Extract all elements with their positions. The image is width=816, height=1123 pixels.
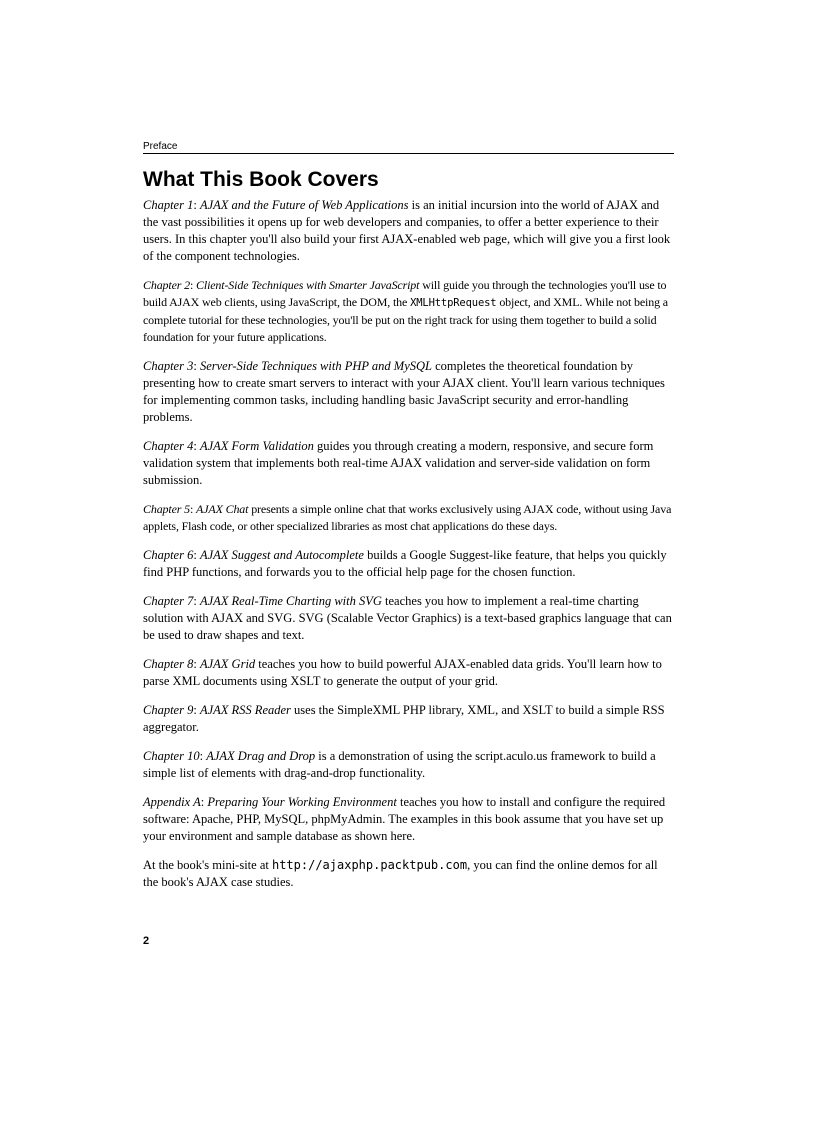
chapter-label: Chapter 3 [143, 359, 194, 373]
chapter-label: Chapter 6 [143, 548, 194, 562]
chapter-title: AJAX Drag and Drop [206, 749, 316, 763]
closing-text: At the book's mini-site at [143, 858, 272, 872]
chapter-title: AJAX RSS Reader [199, 703, 291, 717]
chapter-2-paragraph: Chapter 2: Client-Side Techniques with Smarter JavaScript will guide you through the technologies you'll use to build AJAX web clients, using JavaScript, the DOM, the XMLHttpRequest object, and XML. While not being a complete tutorial for these technologies, you'll be put on the right track for using them together to build a solid foundation for your future applications. [143, 278, 668, 344]
chapter-title: AJAX Real-Time Charting with SVG [199, 594, 382, 608]
chapter-6-paragraph: Chapter 6: AJAX Suggest and Autocomplete builds a Google Suggest-like feature, that helps you quickly find PHP functions, and forwards you to the official help page for the chosen function. [143, 548, 667, 579]
closing-text-continued: , you can find the online demos for all the book's AJAX case studies. [143, 858, 658, 889]
chapter-description: is a demonstration of using the script.aculo.us framework to build a simple list of elements with drag-and-drop functionality. [143, 749, 656, 780]
chapter-description: will guide you through the technologies you'll use to build AJAX web clients, using JavaScript, the DOM, the [143, 278, 667, 309]
chapter-description-continued: object, and XML. While not being a complete tutorial for these technologies, you'll be put on the right track for using them together to build a solid foundation for your future applications. [143, 295, 668, 344]
chapter-description: builds a Google Suggest-like feature, that helps you quickly find PHP functions, and forwards you to the official help page for the chosen function. [143, 548, 667, 579]
chapter-4-paragraph: Chapter 4: AJAX Form Validation guides you through creating a modern, responsive, and secure form validation system that implements both real-time AJAX validation and server-side validation on form submission. [143, 439, 654, 487]
chapter-label: Chapter 4 [143, 439, 194, 453]
chapter-label: Chapter 10 [143, 749, 200, 763]
chapter-label: Chapter 8 [143, 657, 194, 671]
header-rule [143, 153, 674, 154]
section-heading: What This Book Covers [143, 168, 379, 191]
chapter-title: Preparing Your Working Environment [207, 795, 397, 809]
inline-code: XMLHttpRequest [410, 297, 497, 309]
chapter-title: Server-Side Techniques with PHP and MySQL [199, 359, 432, 373]
chapter-description: presents a simple online chat that works exclusively using AJAX code, without using Java applets, Flash code, or other specialized libraries as most chat applications do these days. [143, 502, 672, 533]
chapter-description: teaches you how to implement a real-time charting solution with AJAX and SVG. SVG (Scalable Vector Graphics) is a text-based graphics language that can be used to draw shapes and text. [143, 594, 672, 642]
chapter-1-paragraph: Chapter 1: AJAX and the Future of Web Applications is an initial incursion into the world of AJAX and the vast possibilities it opens up for web developers and companies, to offer a better experience to their users. In this chapter you'll also build your first AJAX-enabled web page, which will give you a first look of the component technologies. [143, 198, 671, 263]
chapter-label: Chapter 2 [143, 278, 190, 292]
mini-site-url: http://ajaxphp.packtpub.com [271, 858, 468, 872]
chapter-description: teaches you how to install and configure the required software: Apache, PHP, MySQL, phpMyAdmin. The examples in this book assume that you have set up your environment and sample database as shown here. [143, 795, 666, 843]
chapter-8-paragraph: Chapter 8: AJAX Grid teaches you how to build powerful AJAX-enabled data grids. You'll learn how to parse XML documents using XSLT to generate the output of your grid. [143, 657, 662, 688]
chapter-label: Chapter 1 [143, 198, 194, 212]
appendix-a-paragraph: Appendix A: Preparing Your Working Environment teaches you how to install and configure the required software: Apache, PHP, MySQL, phpMyAdmin. The examples in this book assume that you have set up your environment and sample database as shown here. [143, 795, 666, 843]
chapter-description: is an initial incursion into the world of AJAX and the vast possibilities it opens up for web developers and companies, to offer a better experience to their users. In this chapter you'll also build your first AJAX-enabled web page, which will give you a first look of the component technologies. [143, 198, 671, 263]
chapter-label: Chapter 5 [143, 502, 190, 516]
chapter-9-paragraph: Chapter 9: AJAX RSS Reader uses the SimpleXML PHP library, XML, and XSLT to build a simple RSS aggregator. [143, 703, 665, 734]
chapter-list [143, 197, 674, 903]
chapter-description: completes the theoretical foundation by presenting how to create smart servers to interact with your AJAX client. You'll learn various techniques for implementing common tasks, including handling basic JavaScript security and error-handling problems. [143, 359, 665, 424]
chapter-title: AJAX and the Future of Web Applications [199, 198, 409, 212]
chapter-3-paragraph: Chapter 3: Server-Side Techniques with PHP and MySQL completes the theoretical foundation by presenting how to create smart servers to interact with your AJAX client. You'll learn various techniques for implementing common tasks, including handling basic JavaScript security and error-handling problems. [143, 359, 665, 424]
chapter-label: Chapter 7 [143, 594, 194, 608]
chapter-7-paragraph: Chapter 7: AJAX Real-Time Charting with SVG teaches you how to implement a real-time charting solution with AJAX and SVG. SVG (Scalable Vector Graphics) is a text-based graphics language that can be used to draw shapes and text. [143, 594, 672, 642]
chapter-10-paragraph: Chapter 10: AJAX Drag and Drop is a demonstration of using the script.aculo.us framework to build a simple list of elements with drag-and-drop functionality. [143, 749, 656, 780]
running-header-label: Preface [143, 141, 178, 152]
chapter-title: AJAX Suggest and Autocomplete [199, 548, 364, 562]
chapter-5-paragraph: Chapter 5: AJAX Chat presents a simple online chat that works exclusively using AJAX code, without using Java applets, Flash code, or other specialized libraries as most chat applications do these days. [143, 502, 672, 533]
chapter-title: AJAX Form Validation [199, 439, 314, 453]
chapter-title: AJAX Chat [196, 502, 249, 516]
chapter-description: teaches you how to build powerful AJAX-enabled data grids. You'll learn how to parse XML documents using XSLT to generate the output of your grid. [143, 657, 662, 688]
chapter-label: Chapter 9 [143, 703, 194, 717]
chapter-description: guides you through creating a modern, responsive, and secure form validation system that implements both real-time AJAX validation and server-side validation on form submission. [143, 439, 654, 487]
page-number: 2 [143, 935, 150, 947]
chapter-label: Appendix A [143, 795, 201, 809]
chapter-description: uses the SimpleXML PHP library, XML, and XSLT to build a simple RSS aggregator. [143, 703, 665, 734]
chapter-title: Client-Side Techniques with Smarter JavaScript [196, 278, 420, 292]
closing-paragraph [143, 857, 674, 891]
chapter-title: AJAX Grid [199, 657, 256, 671]
